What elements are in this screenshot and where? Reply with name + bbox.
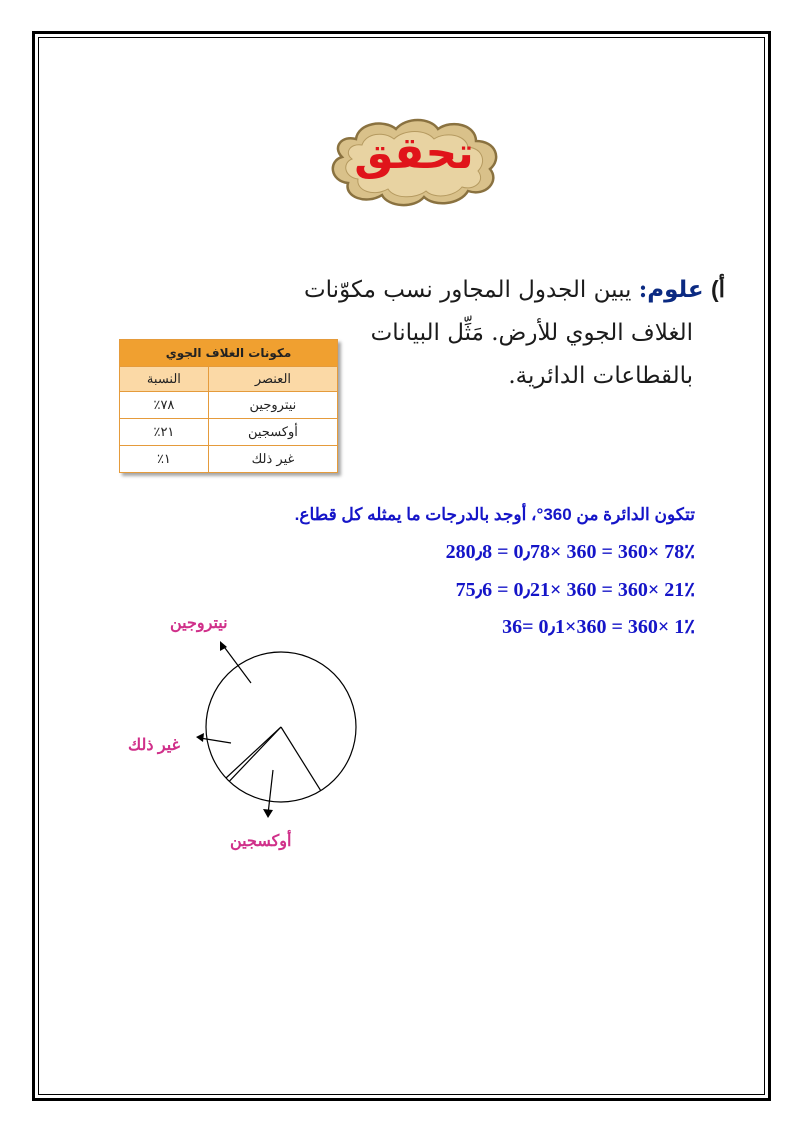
- solution-hint: تتكون الدائرة من 360°، أوجد بالدرجات ما يمثله كل قطاع.: [294, 505, 695, 524]
- arrow-head-other: [196, 733, 204, 742]
- calc-line-oxygen: 21٪ ×360 = 360 ×0٫21 = 75٫6: [455, 579, 695, 601]
- calc-line-nitrogen: 78٪ ×360 = 360 ×0٫78 = 280٫8: [445, 541, 695, 563]
- table-cell: أوكسجين: [208, 419, 337, 446]
- pie-label-nitrogen: نيتروجين: [170, 615, 228, 632]
- arrow-shaft-nitrogen: [222, 644, 251, 683]
- pie-label-other: غير ذلك: [128, 737, 180, 754]
- table-cell: غير ذلك: [208, 446, 337, 473]
- table-header-element: العنصر: [208, 367, 337, 392]
- table-title-row: [120, 340, 338, 367]
- pie-label-oxygen: أوكسجين: [230, 833, 292, 850]
- table-cell: ١٪: [120, 446, 209, 473]
- arrow-shaft-oxygen: [268, 770, 273, 814]
- pie-radius-nitrogen-oxygen: [281, 727, 321, 791]
- arrow-shaft-other: [200, 738, 231, 743]
- table-header-row: [120, 367, 338, 392]
- subject-separator: :: [638, 276, 648, 303]
- question-number: أ): [710, 276, 725, 302]
- table-cell: نيتروجين: [208, 392, 337, 419]
- table-cell: ٧٨٪: [120, 392, 209, 419]
- badge-title: تحقق: [354, 128, 474, 179]
- table-cell: ٢١٪: [120, 419, 209, 446]
- question-line-3: بالقطاعات الدائرية.: [508, 363, 693, 389]
- table-row: [120, 419, 338, 446]
- arrow-head-oxygen: [263, 809, 273, 818]
- question-text: [300, 268, 725, 398]
- question-subject: علوم: [647, 277, 704, 303]
- table-row: [120, 392, 338, 419]
- table-title: مكونات الغلاف الجوي: [120, 340, 338, 367]
- atmosphere-table: [119, 339, 338, 473]
- table-header-percent: النسبة: [120, 367, 209, 392]
- calc-line-other: 1٪ ×360 = 360×0٫1 =36: [502, 616, 695, 638]
- question-line-1: [300, 268, 725, 312]
- question-line-2: الغلاف الجوي للأرض. مَثِّل البيانات: [370, 320, 693, 346]
- table-row: [120, 446, 338, 473]
- question-line-1-text: يبين الجدول المجاور نسب مكوّنات: [304, 277, 632, 303]
